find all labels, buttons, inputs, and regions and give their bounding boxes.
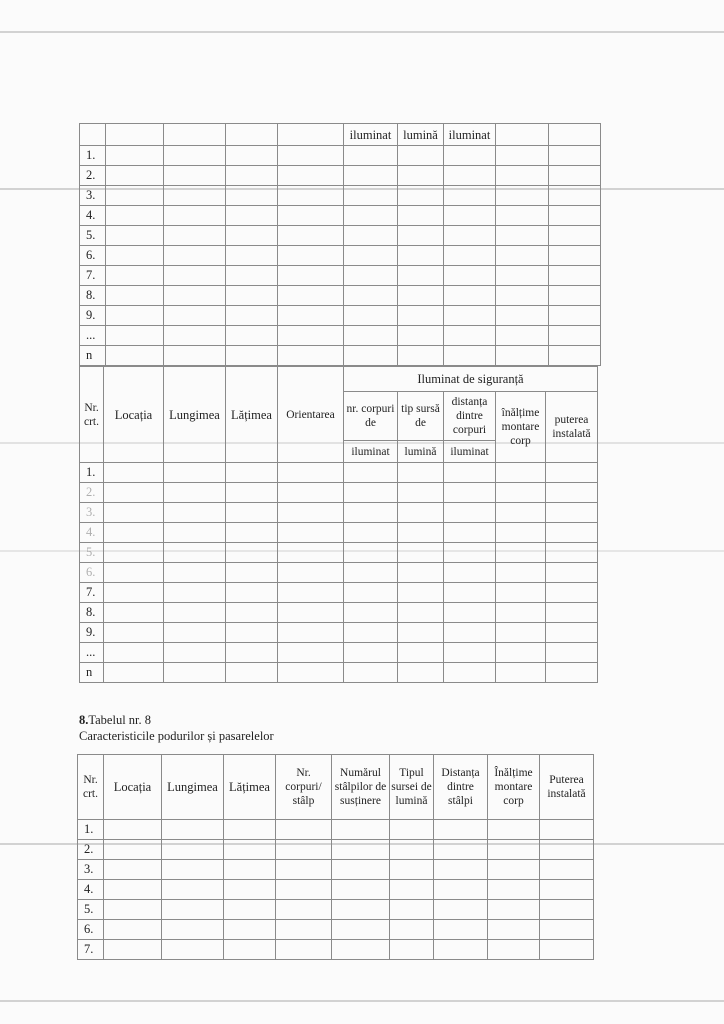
header-distanta: Distanța dintre stâlpi [434, 755, 488, 820]
header-cell: iluminat [444, 124, 496, 146]
table-row [80, 286, 601, 306]
row-number: 3. [78, 860, 104, 880]
row-number: 6. [80, 246, 106, 266]
row-number: 7. [80, 583, 104, 603]
row-number: 8. [80, 286, 106, 306]
header-numarul-stalpilor: Numărul stâlpilor de susținere [332, 755, 390, 820]
header-nr-crt: Nr. crt. [80, 367, 104, 463]
table-row [78, 820, 594, 840]
section-title: Tabelul nr. 8 [88, 713, 152, 727]
table-row [80, 623, 598, 643]
header-lungimea: Lungimea [162, 755, 224, 820]
header-cell: lumină [398, 124, 444, 146]
row-number: 4. [80, 206, 106, 226]
row-number: 4. [78, 880, 104, 900]
header-distanta-cont: iluminat [444, 441, 496, 463]
row-number: 9. [80, 306, 106, 326]
table-row [80, 563, 598, 583]
table-bottom [77, 754, 594, 960]
table-row [80, 266, 601, 286]
table-row [78, 940, 594, 960]
header-inaltime: Înălțime montare corp [488, 755, 540, 820]
table-row [78, 840, 594, 860]
row-number: n [80, 346, 106, 366]
row-number: 2. [78, 840, 104, 860]
row-number: ... [80, 643, 104, 663]
table-row [80, 146, 601, 166]
header-tipul-sursei: Tipul sursei de lumină [390, 755, 434, 820]
row-number: 7. [78, 940, 104, 960]
row-number: 3. [80, 186, 106, 206]
table-middle-header-row [80, 367, 598, 392]
table-row [80, 326, 601, 346]
row-number: ... [80, 326, 106, 346]
header-distanta: distanța dintre corpuri [444, 392, 496, 441]
header-latimea: Lățimea [226, 367, 278, 463]
table-row [80, 663, 598, 683]
row-number: 9. [80, 623, 104, 643]
table-row [78, 920, 594, 940]
scan-line [0, 31, 724, 33]
section-subtitle: Caracteristicile podurilor și pasarelelor [79, 729, 274, 743]
header-tip-sursa: tip sursă de [398, 392, 444, 441]
header-orientarea: Orientarea [278, 367, 344, 463]
row-number: 7. [80, 266, 106, 286]
section-heading [79, 713, 151, 728]
row-number: 6. [80, 563, 104, 583]
table-row [80, 206, 601, 226]
header-tip-sursa-cont: lumină [398, 441, 444, 463]
row-number: 6. [78, 920, 104, 940]
header-nr-corpuri: nr. corpuri de [344, 392, 398, 441]
table-row [80, 226, 601, 246]
row-number: 5. [78, 900, 104, 920]
table-row [80, 543, 598, 563]
header-corpuri-stalp: Nr. corpuri/ stâlp [276, 755, 332, 820]
table-middle [79, 366, 598, 683]
row-number: 4. [80, 523, 104, 543]
row-number: 1. [80, 146, 106, 166]
header-nr-corpuri-cont: iluminat [344, 441, 398, 463]
table-row [80, 306, 601, 326]
table-bottom-header-row [78, 755, 594, 820]
scan-line [0, 1000, 724, 1002]
header-cell: iluminat [344, 124, 398, 146]
row-number: 2. [80, 483, 104, 503]
table-row [78, 880, 594, 900]
row-number: 3. [80, 503, 104, 523]
header-locatia: Locația [104, 755, 162, 820]
table-row [80, 166, 601, 186]
table-top-header-row [80, 124, 601, 146]
table-row [80, 483, 598, 503]
table-row [80, 463, 598, 483]
table-row [78, 860, 594, 880]
row-number: 2. [80, 166, 106, 186]
header-puterea: Puterea instalată [540, 755, 594, 820]
row-number: n [80, 663, 104, 683]
header-locatia: Locația [104, 367, 164, 463]
row-number: 5. [80, 543, 104, 563]
section-number: 8. [79, 713, 89, 727]
table-row [80, 643, 598, 663]
table-row [80, 186, 601, 206]
table-row [78, 900, 594, 920]
row-number: 8. [80, 603, 104, 623]
table-row [80, 583, 598, 603]
row-number: 5. [80, 226, 106, 246]
table-row [80, 346, 601, 366]
header-lungimea: Lungimea [164, 367, 226, 463]
table-row [80, 523, 598, 543]
header-nr-crt: Nr. crt. [78, 755, 104, 820]
table-row [80, 246, 601, 266]
header-latimea: Lățimea [224, 755, 276, 820]
header-puterea: puterea instalată [546, 392, 598, 463]
table-row [80, 603, 598, 623]
row-number: 1. [78, 820, 104, 840]
header-iluminat-de-siguranta: Iluminat de siguranță [344, 367, 598, 392]
table-top [79, 123, 601, 366]
table-row [80, 503, 598, 523]
row-number: 1. [80, 463, 104, 483]
header-inaltime: înălțime montare corp [496, 392, 546, 463]
